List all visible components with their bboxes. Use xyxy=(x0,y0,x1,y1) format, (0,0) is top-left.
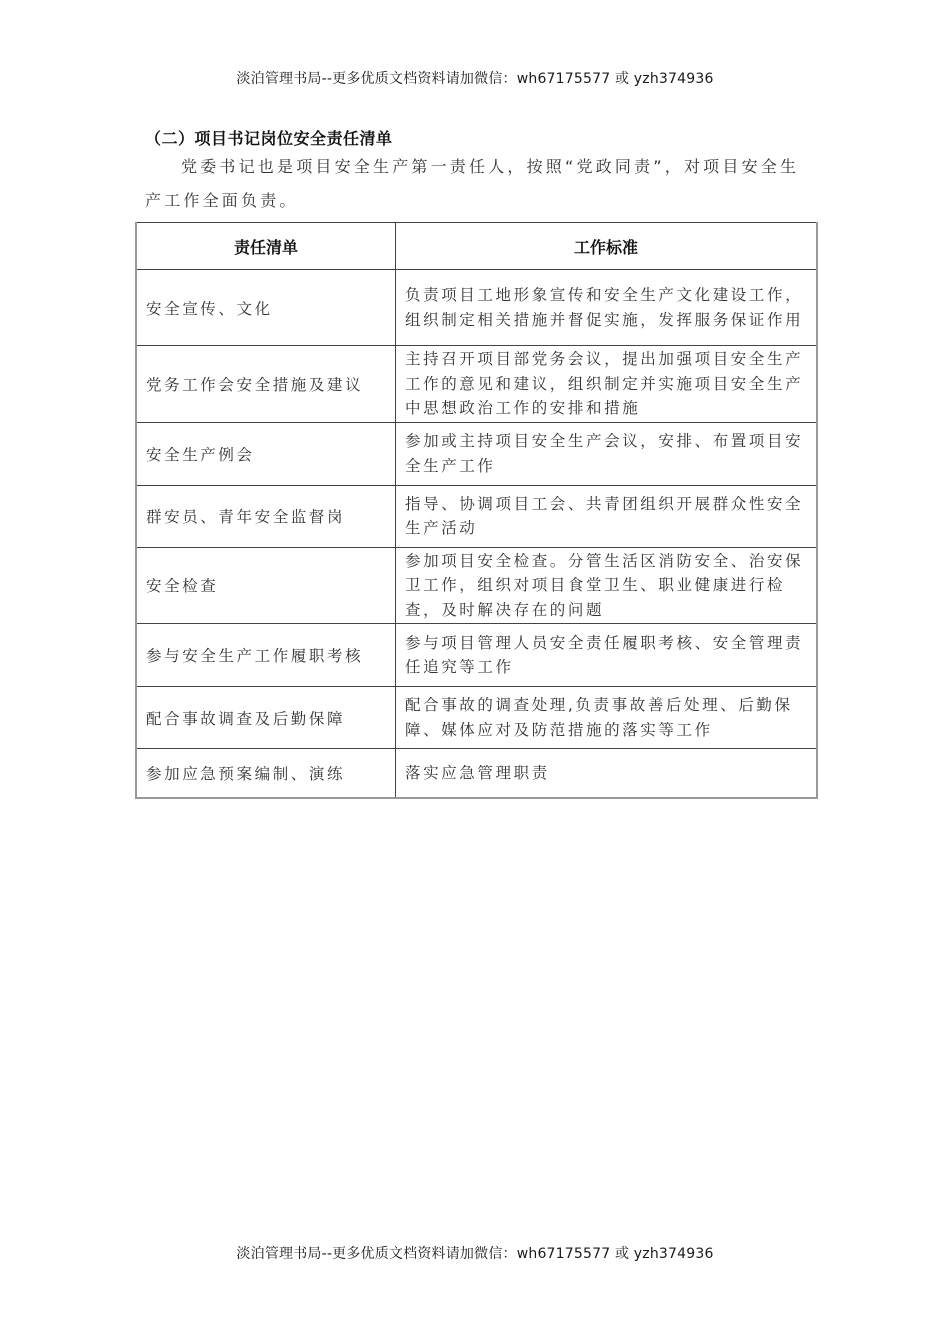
row-item: 安全宣传、文化 xyxy=(136,270,396,346)
row-item: 安全检查 xyxy=(136,547,396,624)
table-row xyxy=(136,485,817,547)
row-standard: 参加或主持项目安全生产会议，安排、布置项目安全生产工作 xyxy=(396,422,818,485)
table-row xyxy=(136,346,817,423)
row-standard: 负责项目工地形象宣传和安全生产文化建设工作，组织制定相关措施并督促实施，发挥服务保证作用 xyxy=(396,270,818,346)
table-row xyxy=(136,687,817,749)
row-item: 群安员、青年安全监督岗 xyxy=(136,485,396,547)
column-header-item: 责任清单 xyxy=(136,223,396,270)
row-standard: 参加项目安全检查。分管生活区消防安全、治安保卫工作，组织对项目食堂卫生、职业健康进行检查，及时解决存在的问题 xyxy=(396,547,818,624)
page-header: 淡泊管理书局--更多优质文档资料请加微信：wh67175577 或 yzh374936 xyxy=(236,71,714,87)
table-row xyxy=(136,624,817,687)
table-row xyxy=(136,422,817,485)
table-row xyxy=(136,270,817,346)
row-standard: 主持召开项目部党务会议，提出加强项目安全生产工作的意见和建议，组织制定并实施项目安全生产中思想政治工作的安排和措施 xyxy=(396,346,818,423)
table-header-row xyxy=(136,223,817,270)
page-footer: 淡泊管理书局--更多优质文档资料请加微信：wh67175577 或 yzh374936 xyxy=(236,1246,714,1262)
row-item: 配合事故调查及后勤保障 xyxy=(136,687,396,749)
row-standard: 落实应急管理职责 xyxy=(396,749,818,798)
row-standard: 参与项目管理人员安全责任履职考核、安全管理责任追究等工作 xyxy=(396,624,818,687)
table-row xyxy=(136,547,817,624)
row-item: 安全生产例会 xyxy=(136,422,396,485)
row-standard: 配合事故的调查处理,负责事故善后处理、后勤保障、媒体应对及防范措施的落实等工作 xyxy=(396,687,818,749)
row-item: 参加应急预案编制、演练 xyxy=(136,749,396,798)
row-standard: 指导、协调项目工会、共青团组织开展群众性安全生产活动 xyxy=(396,485,818,547)
table-row xyxy=(136,749,817,798)
row-item: 参与安全生产工作履职考核 xyxy=(136,624,396,687)
column-header-standard: 工作标准 xyxy=(396,223,818,270)
intro-paragraph: 党委书记也是项目安全生产第一责任人，按照“党政同责”，对项目安全生产工作全面负责。 xyxy=(145,157,800,210)
row-item: 党务工作会安全措施及建议 xyxy=(136,346,396,423)
section-title: （二）项目书记岗位安全责任清单 xyxy=(145,129,393,148)
responsibility-table xyxy=(135,222,818,799)
